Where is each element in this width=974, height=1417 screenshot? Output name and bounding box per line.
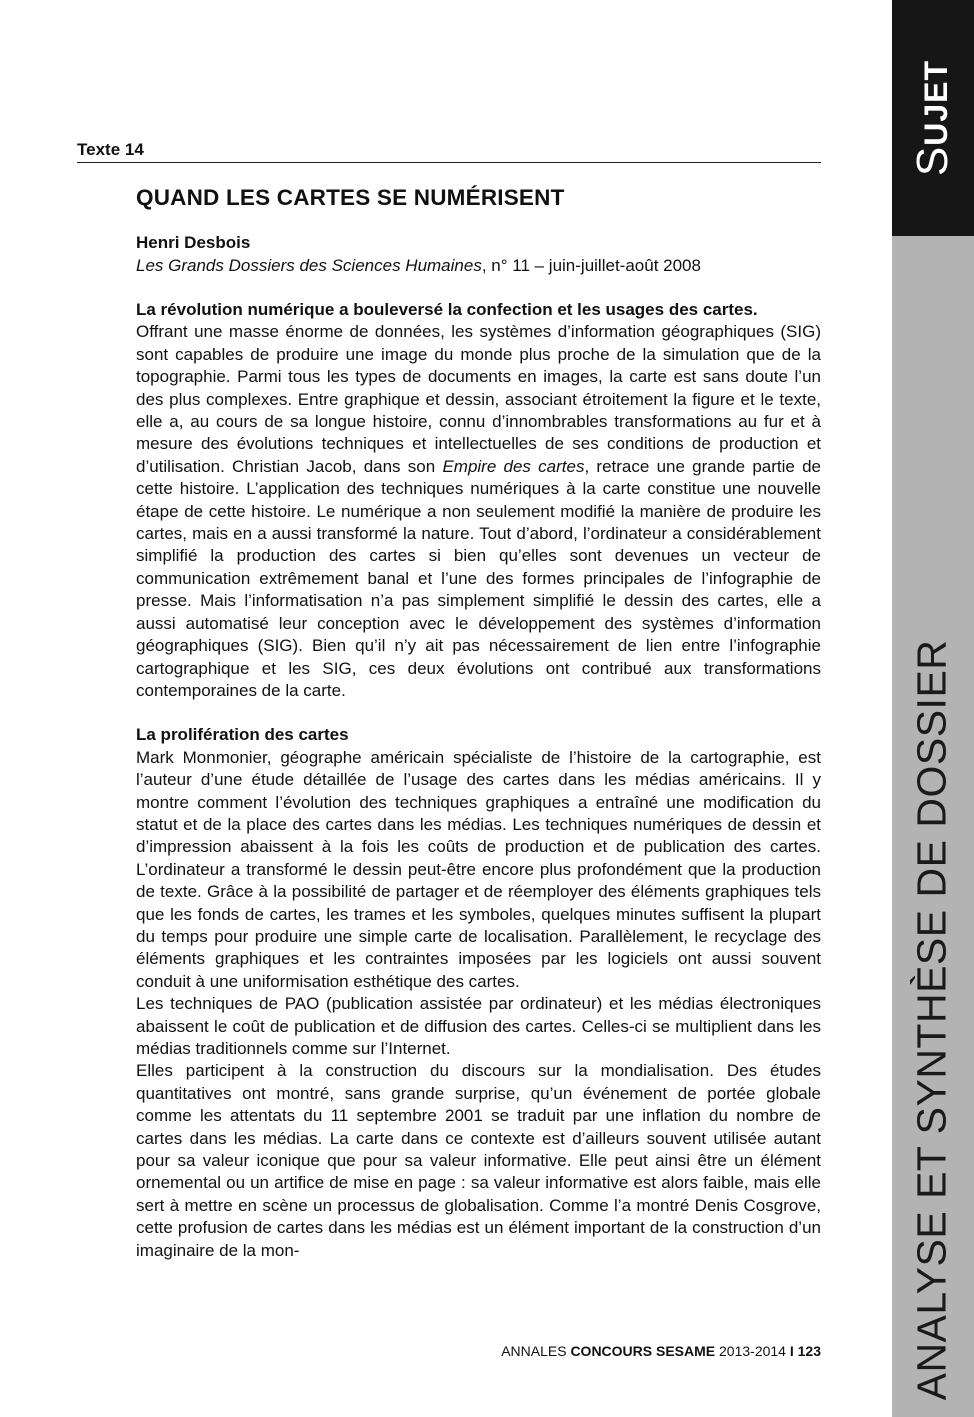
article-author: Henri Desbois <box>136 233 251 252</box>
page-footer <box>501 1343 821 1359</box>
footer-separator: I <box>789 1343 794 1359</box>
source-issue: , n° 11 – juin-juillet-août 2008 <box>481 256 701 275</box>
footer-annales: ANNALES <box>501 1343 571 1359</box>
paragraph-3: Les techniques de PAO (publication assistée par ordinateur) et les médias électroniques abaissent le coût de publication et de diffusion des cartes. Celles-ci se multiplient dans les médias traditionnels comme sur l’Internet. <box>136 994 821 1058</box>
footer-year: 2013-2014 <box>715 1343 790 1359</box>
footer-concours: CONCOURS SESAME <box>570 1343 716 1359</box>
sujet-rest: UJET <box>918 59 954 146</box>
article-body <box>136 184 821 1262</box>
footer-page-number: 123 <box>793 1343 821 1359</box>
article-title: QUAND LES CARTES SE NUMÉRISENT <box>136 185 565 210</box>
source-publication: Les Grands Dossiers des Sciences Humaines <box>136 256 482 275</box>
article-source <box>136 254 821 277</box>
book-title: Empire des cartes <box>442 456 585 476</box>
article-lead: La révolution numérique a bouleversé la confection et les usages des cartes. <box>136 300 758 319</box>
sidebar-section-label: ANALYSE ET SYNTHÈSE DE DOSSIER <box>908 639 955 1401</box>
header-rule <box>77 162 821 163</box>
sujet-initial: S <box>908 145 957 177</box>
paragraph-1-part-a: Offrant une masse énorme de données, les systèmes d’information géographiques (SIG) sont capables de produire une image du monde plus proche de la simulation que de la topographie. Parmi tous les types de documents en images, la carte est sans doute l’un des plus complexes. Entre graphique et dessin, associant étroitement la figure et le texte, elle a, au cours de sa longue histoire, connu d’innombrables transformations au fur et à mesure des évolutions techniques et intellectuelles de ses conditions de production et d’utilisation. Christian Jacob, dans son <box>136 322 821 476</box>
text-number-label: Texte 14 <box>77 140 144 159</box>
paragraph-1 <box>136 321 821 702</box>
paragraph-4: Elles participent à la construction du discours sur la mondialisation. Des études quantitatives ont montré, sans grande surprise, qu’un événement de portée globale comme les attentats du 11 septembre 2001 se traduit par une inflation du nombre de cartes dans les médias. La carte dans ce contexte est d’ailleurs souvent utilisée autant pour sa valeur iconique que pour sa valeur informative. Elle peut ainsi être un élément ornemental ou un artifice de mise en page : sa valeur informative est alors faible, mais elle sert à mettre en scène un processus de globalisation. Comme l’a montré Denis Cosgrove, cette profusion de cartes dans les médias est un élément important de la construction d’un imaginaire de la mon- <box>136 1061 821 1260</box>
sidebar-sujet-label <box>908 60 958 176</box>
paragraph-1-part-b: , retrace une grande partie de cette histoire. L’application des techniques numériques à la carte constitue une nouvelle étape de cette histoire. Le numérique a non seulement modifié la manière de produire les cartes, mais en a aussi transformé la nature. Tout d’abord, l’ordinateur a considérablement simplifié la production des cartes si bien qu’elles sont devenues un vecteur de communication extrêmement banal et l’une des formes principales de l’infographie de presse. Mais l’informatisation n’a pas simplement simplifié le dessin des cartes, elle a aussi automatisé leur conception avec le développement des systèmes d’information géographiques (SIG). Bien qu’il n’y ait pas nécessairement de lien entre l’infographie cartographique et les SIG, ces deux évolutions ont contribué aux transformations contemporaines de la carte. <box>136 456 822 700</box>
section-subheading: La prolifération des cartes <box>136 725 349 745</box>
paragraph-2: Mark Monmonier, géographe américain spécialiste de l’histoire de la cartographie, est l’auteur d’une étude détaillée de l’usage des cartes dans les médias américains. Il y montre comment l’évolution des techniques graphiques a entraîné une modification du statut et de la place des cartes dans les médias. Les techniques numériques de dessin et d’impression abaissent à la fois les coûts de production et de publication des cartes. L’ordinateur a transformé le dessin peut-être encore plus profondément que la production de texte. Grâce à la possibilité de partager et de réemployer des éléments graphiques tels que les fonds de cartes, les trames et les symboles, quelques minutes suffisent la plupart du temps pour produire une simple carte de localisation. Parallèlement, le recyclage des éléments graphiques et les contraintes imposées par les logiciels ont aussi souvent conduit à une uniformisation esthétique des cartes. <box>136 747 821 991</box>
